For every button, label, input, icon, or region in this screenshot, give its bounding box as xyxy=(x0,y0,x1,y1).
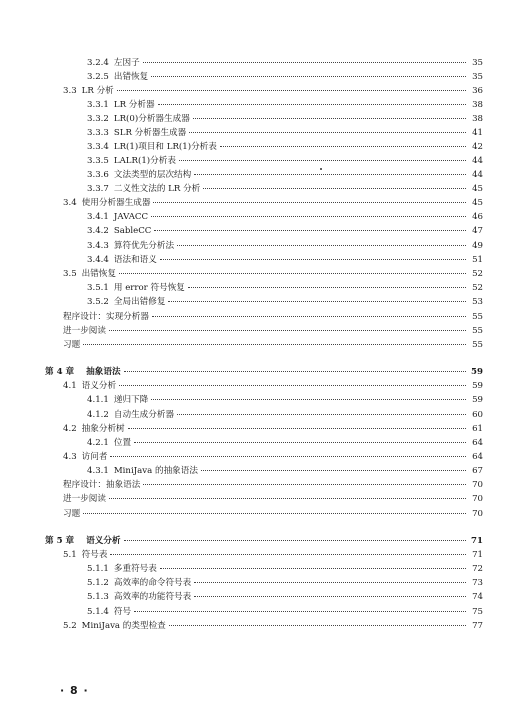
toc-entry-text: 进一步阅读 xyxy=(63,494,106,504)
toc-entry-title xyxy=(87,226,151,237)
toc-entry-text: LR 分析器 xyxy=(113,100,155,110)
toc-entry-title xyxy=(87,564,157,575)
dot-leader xyxy=(119,273,466,274)
toc-entry-text: 左因子 xyxy=(113,58,140,68)
toc-entry-page: 70 xyxy=(472,494,483,504)
dot-leader xyxy=(177,245,466,246)
toc-entry xyxy=(63,312,483,323)
toc-entry-page: 44 xyxy=(472,170,483,180)
toc-entry-number: 5.2 xyxy=(63,621,77,631)
toc-entry-text: 语法和语义 xyxy=(113,255,157,265)
toc-entry-text: 高效率的功能符号表 xyxy=(113,592,192,602)
dot-leader xyxy=(169,625,466,626)
dot-leader xyxy=(134,442,466,443)
dot-leader xyxy=(193,118,466,119)
toc-entry xyxy=(87,156,483,167)
dot-leader xyxy=(168,301,466,302)
toc-entry-text: LR(1)项目和 LR(1)分析表 xyxy=(113,142,217,152)
toc-entry-text: 出错恢复 xyxy=(81,269,117,279)
page-number-footer: · 8 · xyxy=(60,684,89,697)
toc-entry xyxy=(63,326,483,337)
toc-entry-page: 52 xyxy=(472,283,483,293)
dot-leader xyxy=(151,399,466,400)
toc-entry-title xyxy=(87,578,191,589)
toc-entry-number: 3.3.5 xyxy=(87,156,109,166)
toc-entry xyxy=(87,564,483,575)
toc-entry xyxy=(87,72,483,83)
toc-entry-text: 高效率的命令符号表 xyxy=(113,578,192,588)
toc-entry-text: 语义分析 xyxy=(81,381,117,391)
toc-entry-text: 程序设计：抽象语法 xyxy=(63,480,141,490)
toc-entry xyxy=(87,395,483,406)
toc-entry-page: 55 xyxy=(472,326,483,336)
toc-entry-page: 53 xyxy=(472,297,483,307)
toc-entry-number: 3.4 xyxy=(63,198,77,208)
toc-entry-number: 3.3 xyxy=(63,86,77,96)
toc-entry-text: 用 error 符号恢复 xyxy=(113,283,185,293)
toc-entry xyxy=(87,592,483,603)
toc-entry xyxy=(63,340,483,351)
toc-entry-page: 42 xyxy=(472,142,483,152)
toc-entry-title xyxy=(63,550,107,561)
toc-entry-title xyxy=(63,340,80,351)
toc-entry-number: 4.1.2 xyxy=(87,410,109,420)
dot-leader xyxy=(151,76,466,77)
toc-entry-number: 第 5 章 xyxy=(45,536,75,546)
toc-entry xyxy=(63,621,483,632)
toc-entry-number: 4.2 xyxy=(63,424,77,434)
toc-entry xyxy=(87,241,483,252)
dot-leader xyxy=(119,385,466,386)
toc-entry-page: 35 xyxy=(472,58,483,68)
toc-entry-text: 算符优先分析法 xyxy=(113,241,175,251)
toc-entry-page: 49 xyxy=(472,241,483,251)
toc-entry-page: 77 xyxy=(472,621,483,631)
toc-entry xyxy=(63,509,483,520)
toc-entry-text: LALR(1)分析表 xyxy=(113,156,176,166)
toc-entry xyxy=(63,550,483,561)
toc-entry-text: 多重符号表 xyxy=(113,564,157,574)
toc-entry-number: 4.2.1 xyxy=(87,438,109,448)
toc-entry-title xyxy=(63,494,106,505)
toc-entry-title xyxy=(63,269,116,280)
toc-entry-text: 抽象分析树 xyxy=(81,424,125,434)
toc-entry-page: 59 xyxy=(472,395,483,405)
toc-entry xyxy=(87,438,483,449)
dot-leader xyxy=(153,202,466,203)
dot-leader xyxy=(143,62,466,63)
toc-entry-text: 符号表 xyxy=(81,550,108,560)
dot-leader xyxy=(188,287,466,288)
toc-entry-text: 语义分析 xyxy=(86,536,121,546)
toc-entry-title xyxy=(63,452,107,463)
toc-entry-page: 55 xyxy=(472,340,483,350)
toc-entry-page: 44 xyxy=(472,156,483,166)
dot-leader xyxy=(158,104,466,105)
toc-entry-page: 52 xyxy=(472,269,483,279)
toc-entry-text: SableCC xyxy=(113,226,152,236)
dot-leader xyxy=(134,611,466,612)
toc-entry-page: 38 xyxy=(472,114,483,124)
toc-entry-title xyxy=(87,100,155,111)
toc-entry-page: 75 xyxy=(472,607,483,617)
toc-entry-page: 71 xyxy=(471,536,483,546)
toc-entry-number: 3.4.4 xyxy=(87,255,109,265)
dot-leader xyxy=(83,513,466,514)
toc-entry-page: 71 xyxy=(472,550,483,560)
toc-entry-title xyxy=(87,607,131,618)
dot-leader xyxy=(194,596,466,597)
toc-entry-page: 45 xyxy=(472,184,483,194)
toc-entry-text: SLR 分析器生成器 xyxy=(113,128,187,138)
toc-entry-number: 3.2.4 xyxy=(87,58,109,68)
toc-entry-page: 74 xyxy=(472,592,483,602)
toc-entry-number: 3.3.4 xyxy=(87,142,109,152)
dot-leader xyxy=(83,344,466,345)
toc-entry-title xyxy=(87,58,140,69)
toc-entry-number: 3.3.3 xyxy=(87,128,109,138)
dot-leader xyxy=(110,456,466,457)
dot-leader xyxy=(124,371,466,372)
toc-entry-page: 60 xyxy=(472,410,483,420)
toc-entry-title xyxy=(63,509,80,520)
toc-entry-text: 进一步阅读 xyxy=(63,326,106,336)
toc-entry-number: 4.3 xyxy=(63,452,77,462)
dot-leader xyxy=(128,428,466,429)
toc-entry-title xyxy=(87,212,148,223)
toc-entry xyxy=(87,283,483,294)
toc-entry-page: 64 xyxy=(472,452,483,462)
toc-entry-title xyxy=(87,410,174,421)
toc-entry-page: 70 xyxy=(472,509,483,519)
toc-entry xyxy=(63,269,483,280)
toc-entry xyxy=(45,367,483,378)
toc-entry-title xyxy=(87,255,157,266)
toc-entry-title xyxy=(63,424,125,435)
dot-leader xyxy=(179,160,466,161)
toc-entry-text: 出错恢复 xyxy=(113,72,149,82)
toc-entry xyxy=(87,578,483,589)
toc-entry-number: 5.1.4 xyxy=(87,607,109,617)
dot-leader xyxy=(194,174,466,175)
toc-entry-text: 符号 xyxy=(113,607,132,617)
toc-entry-page: 38 xyxy=(472,100,483,110)
toc-entry-page: 70 xyxy=(472,480,483,490)
toc-entry-title xyxy=(87,395,148,406)
toc-entry-number: 3.5.1 xyxy=(87,283,109,293)
toc-entry-text: 全局出错修复 xyxy=(113,297,166,307)
toc-entry-title xyxy=(87,128,186,139)
toc-entry xyxy=(87,100,483,111)
toc-entry-title xyxy=(87,241,174,252)
toc-entry-page: 55 xyxy=(472,312,483,322)
toc-entry-text: 使用分析器生成器 xyxy=(81,198,151,208)
toc-entry-title xyxy=(63,381,116,392)
toc-entry-title xyxy=(63,198,150,209)
toc-entry-text: 自动生成分析器 xyxy=(113,410,175,420)
toc-entry-number: 3.3.2 xyxy=(87,114,109,124)
toc-entry-text: 位置 xyxy=(113,438,132,448)
toc-entry-number: 第 4 章 xyxy=(45,367,75,377)
toc-entry-page: 73 xyxy=(472,578,483,588)
toc-entry-title xyxy=(45,367,121,378)
toc-entry xyxy=(87,255,483,266)
toc-entry-page: 46 xyxy=(472,212,483,222)
toc-entry-text: 文法类型的层次结构 xyxy=(113,170,192,180)
toc-entry-number: 5.1.2 xyxy=(87,578,109,588)
toc-entry-title xyxy=(63,480,140,491)
toc-entry-number: 3.3.7 xyxy=(87,184,109,194)
toc-entry-title xyxy=(87,170,191,181)
toc-entry-title xyxy=(63,86,114,97)
toc-entry-page: 45 xyxy=(472,198,483,208)
toc-entry-text: MiniJava 的类型检查 xyxy=(81,621,166,631)
toc-entry-title xyxy=(45,536,121,547)
toc-entry xyxy=(87,410,483,421)
toc-entry xyxy=(87,128,483,139)
scan-speck xyxy=(320,168,322,170)
dot-leader xyxy=(117,90,466,91)
toc-entry-number: 3.4.1 xyxy=(87,212,109,222)
toc-entry-title xyxy=(63,621,166,632)
toc-entry xyxy=(87,58,483,69)
toc-entry-number: 3.3.6 xyxy=(87,170,109,180)
dot-leader xyxy=(194,582,466,583)
toc-entry-title xyxy=(87,72,148,83)
toc-entry-number: 4.1.1 xyxy=(87,395,109,405)
toc-entry xyxy=(63,494,483,505)
toc-entry-text: 习题 xyxy=(63,509,81,519)
dot-leader xyxy=(177,414,466,415)
toc-entry-text: 二义性文法的 LR 分析 xyxy=(113,184,201,194)
toc-entry-title xyxy=(87,592,191,603)
toc-entry-text: 访问者 xyxy=(81,452,108,462)
toc-entry xyxy=(87,226,483,237)
toc-entry xyxy=(63,480,483,491)
dot-leader xyxy=(201,470,466,471)
toc-entry-number: 5.1.1 xyxy=(87,564,109,574)
toc-entry-title xyxy=(87,297,165,308)
dot-leader xyxy=(154,230,466,231)
toc-entry xyxy=(87,114,483,125)
toc-entry-text: LR(0)分析器生成器 xyxy=(113,114,190,124)
dot-leader xyxy=(189,132,466,133)
toc-entry-page: 51 xyxy=(472,255,483,265)
toc-entry-title xyxy=(87,142,217,153)
toc-entry-page: 59 xyxy=(471,367,483,377)
toc-entry-page: 41 xyxy=(472,128,483,138)
toc-entry-number: 5.1 xyxy=(63,550,77,560)
toc-entry-text: JAVACC xyxy=(113,212,149,222)
toc-entry-page: 61 xyxy=(472,424,483,434)
toc-entry xyxy=(63,381,483,392)
toc-entry xyxy=(87,466,483,477)
toc-entry xyxy=(45,536,483,547)
toc-entry-title xyxy=(87,114,190,125)
toc-entry-page: 47 xyxy=(472,226,483,236)
toc-entry-number: 3.4.3 xyxy=(87,241,109,251)
toc-entry-title xyxy=(87,466,198,477)
toc-entry-number: 4.1 xyxy=(63,381,77,391)
dot-leader xyxy=(109,330,466,331)
toc-entry-page: 67 xyxy=(472,466,483,476)
toc-entry-number: 3.2.5 xyxy=(87,72,109,82)
toc-entry-text: 程序设计：实现分析器 xyxy=(63,312,149,322)
dot-leader xyxy=(110,554,466,555)
dot-leader xyxy=(160,568,466,569)
toc-entry xyxy=(63,424,483,435)
toc-entry-text: 习题 xyxy=(63,340,81,350)
toc-entry xyxy=(87,297,483,308)
toc-entry-title xyxy=(87,184,200,195)
toc-entry-page: 64 xyxy=(472,438,483,448)
toc-entry-page: 35 xyxy=(472,72,483,82)
dot-leader xyxy=(152,316,466,317)
dot-leader xyxy=(160,259,466,260)
toc-entry-number: 4.3.1 xyxy=(87,466,109,476)
toc-entry xyxy=(63,198,483,209)
toc-entry-number: 3.5 xyxy=(63,269,77,279)
dot-leader xyxy=(203,188,466,189)
dot-leader xyxy=(143,484,466,485)
toc-entry xyxy=(63,452,483,463)
toc-entry-number: 3.3.1 xyxy=(87,100,109,110)
toc-entry xyxy=(87,212,483,223)
dot-leader xyxy=(151,216,466,217)
toc-entry-title xyxy=(87,156,176,167)
toc-entry xyxy=(87,170,483,181)
toc-entry-text: 递归下降 xyxy=(113,395,149,405)
dot-leader xyxy=(220,146,466,147)
toc-entry-page: 36 xyxy=(472,86,483,96)
toc-entry-number: 3.4.2 xyxy=(87,226,109,236)
toc-entry-title xyxy=(63,312,149,323)
toc-entry xyxy=(87,607,483,618)
toc-entry-text: MiniJava 的抽象语法 xyxy=(113,466,198,476)
toc-entry-page: 72 xyxy=(472,564,483,574)
toc-entry-title xyxy=(87,438,131,449)
toc-entry xyxy=(87,184,483,195)
dot-leader xyxy=(109,498,466,499)
toc-entry-number: 3.5.2 xyxy=(87,297,109,307)
toc-entry xyxy=(87,142,483,153)
toc-entry-page: 59 xyxy=(472,381,483,391)
toc-entry-title xyxy=(87,283,185,294)
toc-entry-number: 5.1.3 xyxy=(87,592,109,602)
toc-entry-text: LR 分析 xyxy=(81,86,114,96)
toc-entry-title xyxy=(63,326,106,337)
toc-entry-text: 抽象语法 xyxy=(86,367,121,377)
toc-entry xyxy=(63,86,483,97)
dot-leader xyxy=(124,540,466,541)
